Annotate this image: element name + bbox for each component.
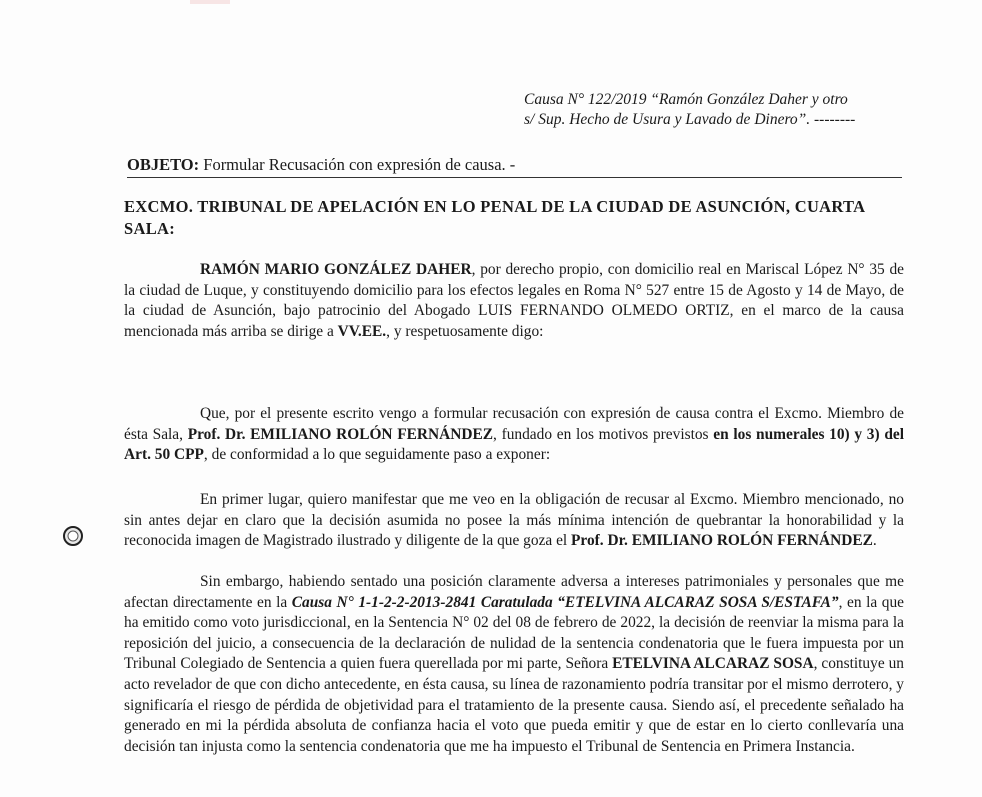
hole-punch-icon xyxy=(62,525,84,547)
legal-grounds: en los numerales 10) y 3) del Art. 50 CPP xyxy=(124,425,905,464)
p3-text-2: . xyxy=(872,532,877,550)
p1-text-2: , y respetuosamente digo: xyxy=(386,322,544,340)
p4-text-2: , en la que ha emitido como voto jurisdiccional, en la Sentencia N° 02 del 08 de febrero de 2022, la decisión de reenviar la misma para la reposición del juicio, a consecuencia de la declaración de nulidad de la sentencia condenatoria que le fuera impuesta por un Tribunal Colegiado de Sentencia a quien fuera querellada por mi parte, Señora xyxy=(124,593,904,673)
objeto-underline xyxy=(127,177,902,178)
objeto-text: Formular Recusación con expresión de causa. - xyxy=(199,155,516,174)
paragraph-3 xyxy=(124,490,904,552)
petitioner-name: RAMÓN MARIO GONZÁLEZ DAHER xyxy=(200,261,472,278)
scan-artifact xyxy=(190,0,230,4)
vvee: VV.EE. xyxy=(337,322,387,340)
case-reference-line-2: s/ Sup. Hecho de Usura y Lavado de Dinero”. -------- xyxy=(524,111,856,128)
judge-name-2: Prof. Dr. EMILIANO ROLÓN FERNÁNDEZ xyxy=(571,532,873,550)
p4-text-3: , constituye un acto revelador de que con dicho antecedente, en ésta causa, su línea de razonamiento podría transitar por el mismo derrotero, y significaría el riesgo de pérdida de objetividad para el tratamiento de la presente causa. Siendo así, el precedente señalado ha generado en mi la pérdida absoluta de confianza hacia el voto que pueda emitir y que de estar en lo cierto conllevaría una decisión tan injusta como la sentencia condenatoria que me ha impuesto el Tribunal de Sentencia en Primera Instancia. xyxy=(124,655,904,755)
case-reference-line-1: Causa N° 122/2019 “Ramón González Daher y otro xyxy=(524,91,848,108)
objeto-label: OBJETO: xyxy=(127,155,200,174)
paragraph-4 xyxy=(124,572,904,757)
paragraph-2 xyxy=(124,404,904,466)
addressee-heading: EXCMO. TRIBUNAL DE APELACIÓN EN LO PENAL DE LA CIUDAD DE ASUNCIÓN, CUARTA SALA: xyxy=(124,197,865,238)
victim-name: ETELVINA ALCARAZ SOSA xyxy=(612,655,814,673)
objeto-line xyxy=(127,155,515,175)
judge-name: Prof. Dr. EMILIANO ROLÓN FERNÁNDEZ xyxy=(187,425,494,443)
p2-text-2: , fundado en los motivos previstos xyxy=(493,425,714,443)
paragraph-1 xyxy=(124,260,904,342)
p4-text-1: Sin embargo, habiendo sentado una posición claramente adversa a intereses patrimoniales y personales que me afectan directamente en la xyxy=(124,573,904,611)
case-caption: Causa N° 1-1-2-2-2013-2841 Caratulada “ETELVINA ALCARAZ SOSA S/ESTAFA” xyxy=(291,593,839,611)
p1-text-1: , por derecho propio, con domicilio real en Mariscal López N° 35 de la ciudad de Luque, y constituyendo domicilio para los efectos legales en Roma N° 527 entre 15 de Agosto y 14 de Mayo, de la ciudad de Asunción, bajo patrocinio del Abogado LUIS FERNANDO OLMEDO ORTIZ, en el marco de la causa mencionada más arriba se dirige a xyxy=(124,261,904,340)
case-reference xyxy=(524,90,904,130)
p2-text-1: Que, por el presente escrito vengo a formular recusación con expresión de causa contra el Excmo. Miembro de ésta Sala, xyxy=(124,405,904,443)
p3-text-1: En primer lugar, quiero manifestar que me veo en la obligación de recusar al Excmo. Miembro mencionado, no sin antes dejar en claro que la decisión asumida no posee la más mínima intención de quebrantar la honorabilidad y la reconocida imagen de Magistrado ilustrado y diligente de la que goza el xyxy=(124,491,904,550)
p2-text-3: , de conformidad a lo que seguidamente paso a exponer: xyxy=(203,446,551,464)
